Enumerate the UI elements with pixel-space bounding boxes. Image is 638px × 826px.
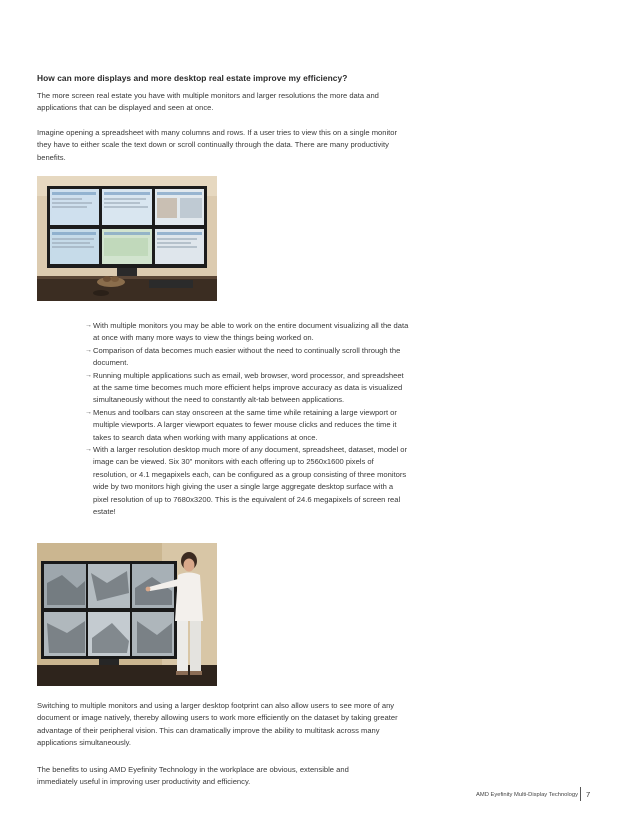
photo-six-monitor-desk — [37, 176, 217, 301]
list-item — [85, 444, 410, 518]
list-item-text: Comparison of data becomes much easier without the need to continually scroll through the document. — [93, 345, 401, 368]
arrow-right-icon: → — [85, 371, 92, 379]
section-heading: How can more displays and more desktop real estate improve my efficiency? — [37, 73, 348, 83]
list-item — [85, 407, 410, 444]
paragraph-multitask: Switching to multiple monitors and using a larger desktop footprint can also allow users to see more of any document or image natively, thereby allowing users to work more efficiently on the dataset by taking greater advantage of their peripheral vision. This can dramatically improve the ability to multitask across many applications simultaneously. — [37, 701, 398, 748]
list-item-text: With multiple monitors you may be able to work on the entire document visualizing all the data at once with many more ways to view the things being worked on. — [93, 321, 409, 343]
arrow-right-icon: → — [85, 346, 92, 354]
list-item-text: With a larger resolution desktop much more of any document, spreadsheet, dataset, model or image can be viewed. Six 30" monitors with each offering up to 2560x1600 pixels of resolution, or 4.1 megapixels each, can be configured as a group consisting of three monitors wide by two monitors high giving the user a single large aggregate desktop surface with a pixel resolution of up to 7680x3200. This is the equivalent of 24.6 megapixels of screen real estate! — [93, 445, 408, 517]
list-item-text: Menus and toolbars can stay onscreen at the same time while retaining a large viewport or multiple viewports. A larger viewport equates to fewer mouse clicks and reduces the time it takes to search data when working with many applications at once. — [93, 407, 397, 442]
list-item-text: Running multiple applications such as email, web browser, word processor, and spreadsheet at the same time becomes much more efficient helps improve accuracy as data is visualized simultaneously without the need to constantly alt-tab between applications. — [93, 370, 404, 405]
benefits-list — [85, 320, 410, 519]
photo-woman-pointing-illustration — [37, 543, 217, 686]
footer-divider — [580, 787, 581, 801]
photo-six-monitor-desk-illustration — [37, 176, 217, 301]
list-item — [85, 370, 410, 407]
page-number: 7 — [586, 790, 591, 799]
paragraph-benefits: The benefits to using AMD Eyefinity Technology in the workplace are obvious, extensible and immediately useful in improving user productivity and efficiency. — [37, 765, 349, 787]
paragraph-intro: The more screen real estate you have with multiple monitors and larger resolutions the more data and applications that can be displayed and seen at once. — [37, 91, 379, 113]
paragraph-spreadsheet: Imagine opening a spreadsheet with many columns and rows. If a user tries to view this on a single monitor they have to either scale the text down or scroll continually through the data. There are many productivity benefits. — [37, 128, 398, 162]
list-item — [85, 320, 410, 345]
photo-woman-pointing-at-monitors — [37, 543, 217, 686]
footer-document-title: AMD Eyefinity Multi-Display Technology — [476, 792, 579, 798]
arrow-right-icon: → — [85, 408, 92, 416]
list-item — [85, 345, 410, 370]
arrow-right-icon: → — [85, 446, 92, 454]
arrow-right-icon: → — [85, 322, 92, 329]
